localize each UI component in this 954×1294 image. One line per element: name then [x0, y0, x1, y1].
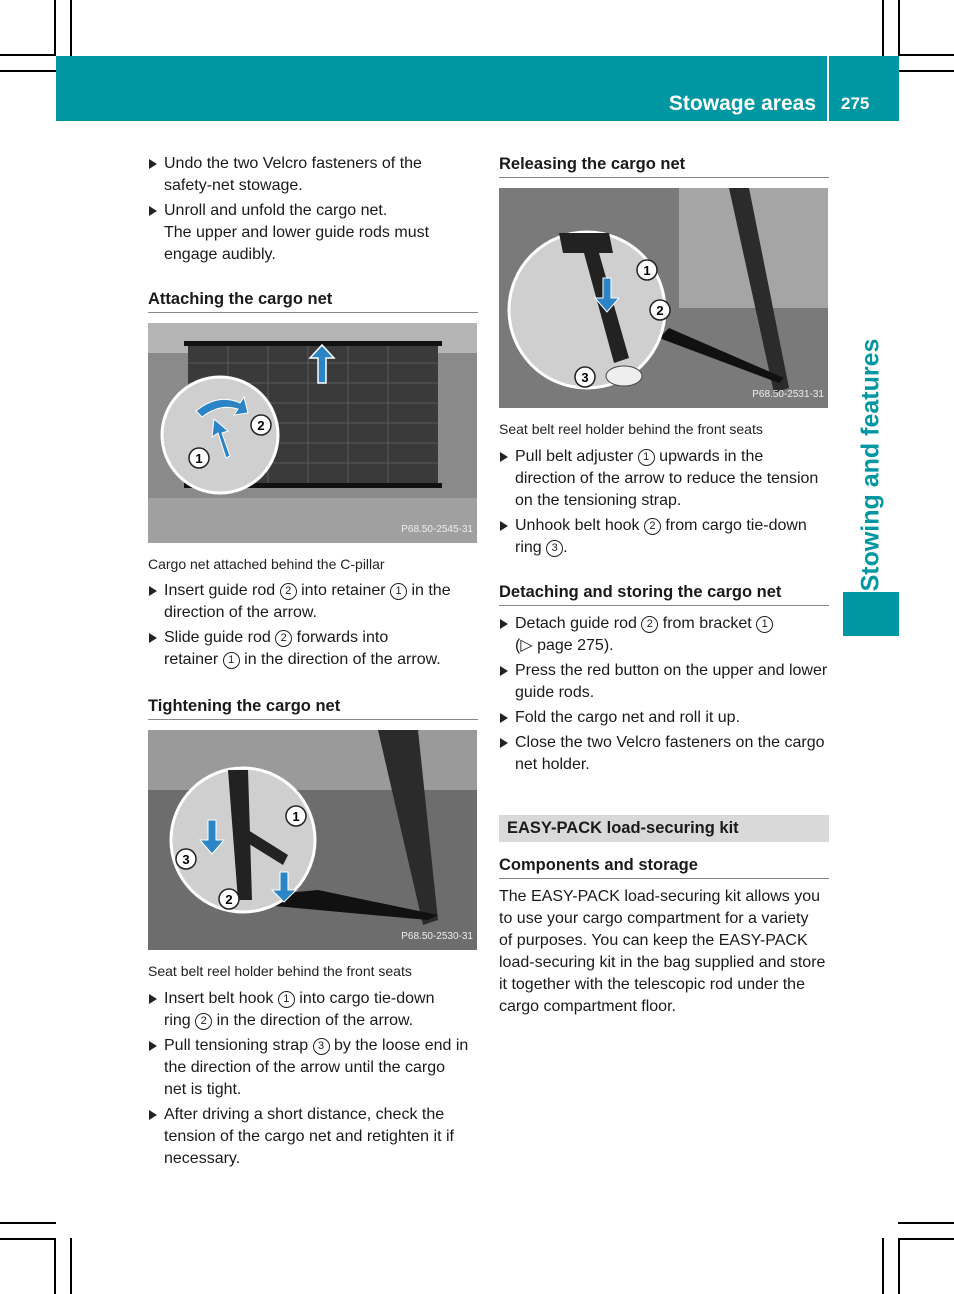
callout-1: 1 [292, 809, 300, 824]
text-fragment: Slide guide rod [164, 629, 276, 646]
bullet-line: Fold the cargo net and roll it up. [515, 709, 741, 726]
instruction-bullet [499, 515, 829, 559]
text-fragment: ring [164, 1012, 196, 1029]
illustration-cargo-net [148, 323, 477, 543]
callout-1: 1 [643, 263, 651, 278]
text-fragment: retainer [164, 651, 223, 668]
bullet-line: engage audibly. [164, 246, 276, 263]
crop-mark [54, 1238, 56, 1294]
callout-1: 1 [195, 451, 203, 466]
paragraph-line: load-securing kit in the bag supplied and store [499, 954, 826, 971]
crop-mark [882, 0, 884, 56]
crop-mark [898, 0, 900, 56]
callout-2: 2 [225, 892, 233, 907]
callout-ref: 1 [638, 449, 655, 466]
figure-releasing-net [499, 188, 828, 408]
instruction-bullet [148, 153, 478, 197]
text-fragment: . [563, 539, 568, 556]
crop-mark [70, 0, 72, 56]
paragraph-line: The EASY-PACK load-securing kit allows you [499, 888, 821, 905]
instruction-bullet [148, 627, 478, 671]
crop-mark [898, 70, 954, 72]
bullet-line: Press the red button on the upper and lower [515, 662, 828, 679]
instruction-bullet [148, 200, 478, 266]
text-fragment: by the loose end in [329, 1037, 469, 1054]
figure-tightening-net [148, 730, 477, 950]
callout-ref: 2 [195, 1013, 212, 1030]
bullet-line: Unroll and unfold the cargo net. [164, 202, 388, 219]
figure-caption: Seat belt reel holder behind the front seats [148, 963, 412, 979]
bullet-line: net is tight. [164, 1081, 242, 1098]
instruction-bullet [499, 707, 829, 729]
paragraph-line: cargo compartment floor. [499, 998, 676, 1015]
bullet-line: direction of the arrow to reduce the tension [515, 470, 819, 487]
illustration-belt-adjuster [499, 188, 828, 408]
bullet-line [164, 580, 478, 602]
text-fragment: in the direction of the arrow. [239, 651, 441, 668]
bullet-line: safety-net stowage. [164, 177, 303, 194]
callout-ref: 3 [546, 540, 563, 557]
instruction-bullet [499, 660, 829, 704]
bullet-line: Close the two Velcro fasteners on the cargo [515, 734, 825, 751]
instruction-bullet [148, 1035, 478, 1101]
callout-ref: 1 [390, 583, 407, 600]
callout-ref: 1 [278, 991, 295, 1008]
side-tab-title: Stowing and features [856, 338, 885, 592]
text-fragment: Insert belt hook [164, 990, 278, 1007]
crop-mark [898, 1222, 954, 1224]
instruction-bullet [499, 732, 829, 776]
figure-code: P68.50-2530-31 [401, 931, 473, 942]
instruction-bullet [499, 613, 829, 657]
callout-ref: 2 [280, 583, 297, 600]
crop-mark [898, 54, 954, 56]
bullet-line [515, 613, 829, 635]
bullet-line [164, 627, 478, 649]
section-heading-components: Components and storage [499, 854, 829, 879]
section-heading-detaching: Detaching and storing the cargo net [499, 581, 829, 606]
crop-mark [898, 1238, 954, 1240]
callout-ref: 2 [641, 616, 658, 633]
text-fragment: from bracket [658, 615, 757, 632]
text-fragment: Pull belt adjuster [515, 448, 638, 465]
left-column [148, 153, 478, 1173]
bullet-line [164, 988, 478, 1010]
callout-3: 3 [182, 852, 190, 867]
figure-caption: Cargo net attached behind the C-pillar [148, 556, 385, 572]
crop-mark [898, 1238, 900, 1294]
section-title-easypack: EASY-PACK load-securing kit [499, 815, 829, 842]
bullet-line: necessary. [164, 1150, 241, 1167]
bullet-line: direction of the arrow. [164, 604, 317, 621]
right-column [499, 153, 829, 1018]
bullet-line: After driving a short distance, check the [164, 1106, 445, 1123]
bullet-line [164, 649, 478, 671]
crop-mark [0, 1222, 56, 1224]
bullet-line: guide rods. [515, 684, 595, 701]
bullet-line: net holder. [515, 756, 590, 773]
text-fragment: in the direction of the arrow. [212, 1012, 414, 1029]
callout-2: 2 [656, 303, 664, 318]
text-fragment: ring [515, 539, 547, 556]
text-fragment: into retainer [296, 582, 391, 599]
bullet-line: tension of the cargo net and retighten it if [164, 1128, 454, 1145]
text-fragment: in the [407, 582, 451, 599]
text-fragment: upwards in the [654, 448, 764, 465]
instruction-bullet [499, 446, 829, 512]
figure-caption: Seat belt reel holder behind the front seats [499, 421, 763, 437]
crop-mark [54, 0, 56, 56]
bullet-line: The upper and lower guide rods must [164, 224, 430, 241]
crop-mark [70, 1238, 72, 1294]
bullet-line [515, 537, 829, 559]
callout-ref: 1 [223, 652, 240, 669]
crop-mark [0, 1238, 56, 1240]
section-heading-releasing: Releasing the cargo net [499, 153, 829, 178]
bullet-line: on the tensioning strap. [515, 492, 682, 509]
callout-3: 3 [581, 370, 589, 385]
bullet-line [164, 1035, 478, 1057]
section-heading-tightening: Tightening the cargo net [148, 695, 478, 720]
illustration-belt-reel-holder [148, 730, 477, 950]
crop-mark [0, 70, 56, 72]
paragraph-line: it together with the telescopic rod under the [499, 976, 805, 993]
section-heading-attaching: Attaching the cargo net [148, 288, 478, 313]
page-reference-link[interactable]: (▷ page 275). [515, 637, 614, 654]
bullet-line [515, 446, 829, 468]
page-header [56, 56, 899, 121]
callout-ref: 3 [313, 1038, 330, 1055]
figure-code: P68.50-2545-31 [401, 524, 473, 535]
bullet-line: Undo the two Velcro fasteners of the [164, 155, 422, 172]
callout-ref: 1 [756, 616, 773, 633]
figure-attaching-net [148, 323, 477, 543]
bullet-line [515, 515, 829, 537]
header-title: Stowage areas [668, 92, 816, 115]
page-number: 275 [841, 94, 870, 113]
figure-code: P68.50-2531-31 [752, 389, 824, 400]
callout-2: 2 [257, 418, 265, 433]
text-fragment: Unhook belt hook [515, 517, 644, 534]
text-fragment: into cargo tie-down [294, 990, 435, 1007]
instruction-bullet [148, 580, 478, 624]
instruction-bullet [148, 988, 478, 1032]
callout-ref: 2 [644, 518, 661, 535]
text-fragment: from cargo tie-down [660, 517, 807, 534]
body-paragraph [499, 886, 829, 1018]
instruction-bullet [148, 1104, 478, 1170]
crop-mark [882, 1238, 884, 1294]
crop-mark [0, 54, 56, 56]
header-separator [827, 56, 829, 121]
bullet-line: the direction of the arrow until the cargo [164, 1059, 446, 1076]
text-fragment: Detach guide rod [515, 615, 642, 632]
text-fragment: Insert guide rod [164, 582, 280, 599]
text-fragment: Pull tensioning strap [164, 1037, 313, 1054]
text-fragment: forwards into [292, 629, 389, 646]
side-tab-marker [843, 592, 899, 636]
callout-ref: 2 [275, 630, 292, 647]
paragraph-line: to use your cargo compartment for a variety [499, 910, 809, 927]
bullet-line [164, 1010, 478, 1032]
paragraph-line: of purposes. You can keep the EASY-PACK [499, 932, 808, 949]
